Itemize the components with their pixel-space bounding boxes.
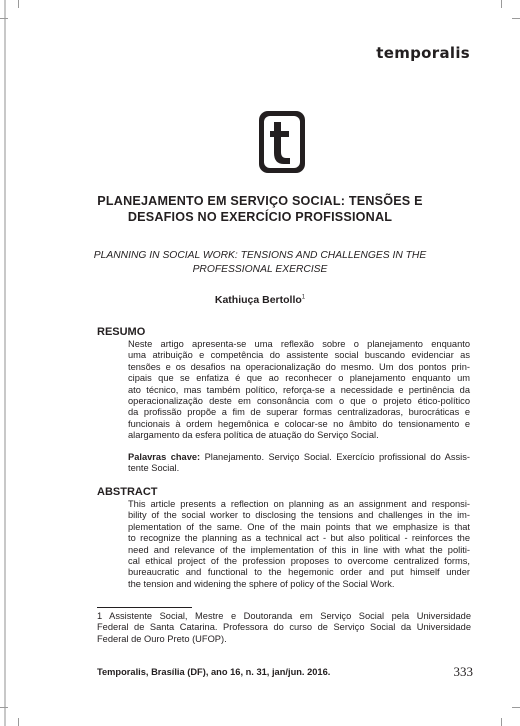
resumo-line: alargamento da esfera política de atuação do Serviço Social. xyxy=(128,430,379,441)
abstract-line: bility of the social worker to disclosing the tensions and challenges in the im- xyxy=(128,510,470,521)
author-name-text: Kathiuça Bertollo xyxy=(214,294,302,306)
crop-mark xyxy=(18,0,19,8)
resumo-line: ato técnico, mas também político, reforça-se a necessidade e pertinência da xyxy=(128,384,470,395)
abstract-line: plementation of the same. One of the main points that we emphasize is that xyxy=(128,521,470,532)
resumo-line: cipais que se enfatiza é que ao reconhecer o planejamento enquanto um xyxy=(128,373,470,384)
footnote-line: Federal de Ouro Preto (UFOP). xyxy=(97,633,227,644)
crop-mark xyxy=(501,718,502,726)
crop-mark xyxy=(501,0,502,8)
english-title-line: PLANNING IN SOCIAL WORK: TENSIONS AND CHALLENGES IN THE xyxy=(93,250,427,261)
footnote-line: Federal de Santa Catarina. Professora do curso de Serviço Social da Universidade xyxy=(97,622,471,633)
article-title-line: DESAFIOS NO EXERCÍCIO PROFISSIONAL xyxy=(127,210,393,224)
abstract-line: need and relevance of the implementation of this in line with what the politi- xyxy=(128,544,470,555)
journal-logo: temporalis xyxy=(376,44,470,62)
english-title-line: PROFESSIONAL EXERCISE xyxy=(192,264,328,275)
crop-mark xyxy=(512,707,520,708)
abstract-body xyxy=(128,499,470,590)
footnote-rule xyxy=(97,607,192,608)
article-title-line: PLANEJAMENTO EM SERVIÇO SOCIAL: TENSÕES E xyxy=(97,194,423,208)
page-edge-line xyxy=(4,0,6,726)
crop-mark xyxy=(0,707,8,708)
resumo-body xyxy=(128,339,470,442)
resumo-line: uma atribuição e competência do assistente social buscando evidenciar as xyxy=(128,350,470,361)
article-english-title xyxy=(60,249,460,277)
abstract-line: to recognize the planning as a technical act - but also political - reinforces the xyxy=(128,533,470,544)
crop-mark xyxy=(512,18,520,19)
journal-citation: Temporalis, Brasília (DF), ano 16, n. 31, jan/jun. 2016. xyxy=(97,667,331,677)
abstract-line: cal ethical project of the profession proposes to overcome centralized forms, xyxy=(128,556,470,567)
footnote xyxy=(97,611,471,645)
article-title xyxy=(60,193,460,225)
abstract-line: the tension and widening the sphere of policy of the Social Work. xyxy=(128,578,395,589)
resumo-line: funcionais à ordem hegemônica e colocar-se no âmbito do tensionamento e xyxy=(128,418,470,429)
journal-t-logo-icon xyxy=(258,110,306,174)
crop-mark xyxy=(0,18,8,19)
author-footnote-marker: 1 xyxy=(301,294,306,301)
abstract-line: This article presents a reflection on planning as an assignment and responsi- xyxy=(128,499,470,509)
resumo-line: Neste artigo apresenta-se uma reflexão sobre o planejamento enquanto xyxy=(128,339,470,349)
crop-mark xyxy=(18,718,19,726)
resumo-line: tensões e os desafios na operacionalização do mesmo. Um dos pontos prin- xyxy=(128,361,470,372)
keywords-label: Palavras chave: xyxy=(128,452,201,462)
footnote-line: 1 Assistente Social, Mestre e Doutoranda em Serviço Social pela Universidade xyxy=(97,611,471,621)
abstract-line: bureaucratic and functional to the hegemonic order and put himself under xyxy=(128,567,470,578)
resumo-line: da profissão propõe a fim de superar formas centralizadoras, burocráticas e xyxy=(128,407,470,418)
keywords-line: tente Social. xyxy=(128,463,180,474)
keywords xyxy=(128,452,470,475)
author-name xyxy=(60,294,460,306)
resumo-heading: RESUMO xyxy=(97,326,146,338)
keywords-line xyxy=(128,452,470,463)
abstract-heading: ABSTRACT xyxy=(97,486,158,498)
resumo-line: operacionalização deste em consonância com o que o projeto ético-político xyxy=(128,396,470,407)
page-number: 333 xyxy=(453,664,473,679)
keywords-text: Planejamento. Serviço Social. Exercício profissional do Assis- xyxy=(200,452,470,462)
